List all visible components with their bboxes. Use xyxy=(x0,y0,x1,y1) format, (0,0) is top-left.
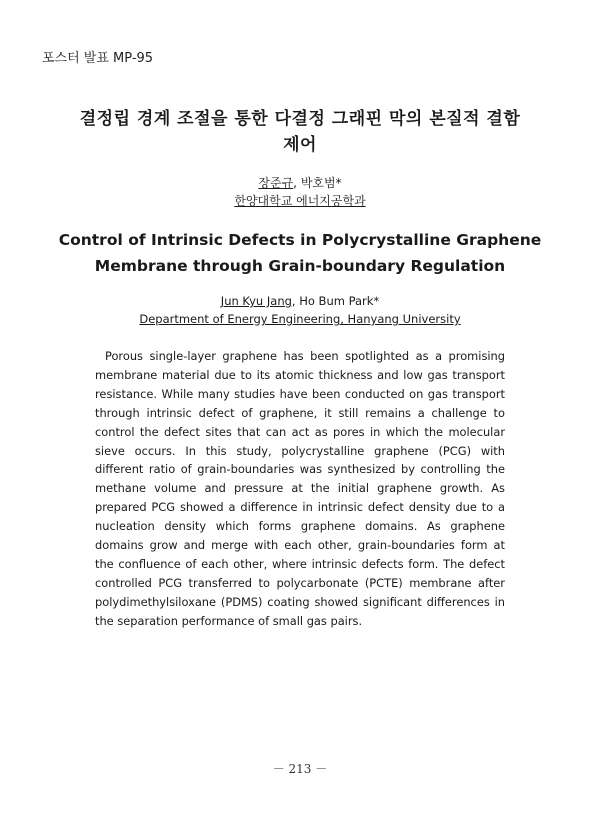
english-author-block xyxy=(0,292,600,328)
korean-author-separator: , xyxy=(293,176,301,190)
korean-title xyxy=(0,106,600,158)
korean-authors xyxy=(0,174,600,192)
english-author-2: Ho Bum Park* xyxy=(299,294,380,308)
korean-title-line1: 결정립 경계 조절을 통한 다결정 그래핀 막의 본질적 결함 xyxy=(79,109,521,129)
english-authors xyxy=(0,292,600,310)
korean-author-1: 장준규 xyxy=(258,176,294,190)
english-affiliation: Department of Energy Engineering, Hanyang University xyxy=(139,312,461,326)
korean-author-block xyxy=(0,174,600,210)
english-author-1: Jun Kyu Jang xyxy=(220,294,292,308)
page-number: － 213 － xyxy=(272,762,328,776)
english-title xyxy=(0,227,600,279)
english-title-line1: Control of Intrinsic Defects in Polycrystalline Graphene xyxy=(58,231,542,249)
korean-author-2: 박호범* xyxy=(300,176,342,190)
english-author-separator: , xyxy=(291,294,300,308)
english-title-line2: Membrane through Grain-boundary Regulation xyxy=(94,257,506,275)
session-label: 포스터 발표 MP-95 xyxy=(42,51,154,66)
korean-affiliation: 한양대학교 에너지공학과 xyxy=(234,194,366,208)
abstract-paragraph: Porous single-layer graphene has been spotlighted as a promising membrane material due to its atomic thickness and low gas transport resistance. While many studies have been conducted on gas transport through intrinsic defect of graphene, it still remains a challenge to control the defect sites that can act as pores in which the molecular sieve occurs. In this study, polycrystalline graphene (PCG) with different ratio of grain-boundaries was synthesized by controlling the methane volume and pressure at the initial graphene growth. As prepared PCG showed a difference in intrinsic defect density due to a nucleation density which forms graphene domains. As graphene domains grow and merge with each other, grain-boundaries form at the confluence of each other, where intrinsic defects form. The defect controlled PCG transferred to polycarbonate (PCTE) membrane after polydimethylsiloxane (PDMS) coating showed significant differences in the separation performance of small gas pairs. xyxy=(95,349,505,628)
korean-title-line2: 제어 xyxy=(283,135,317,155)
